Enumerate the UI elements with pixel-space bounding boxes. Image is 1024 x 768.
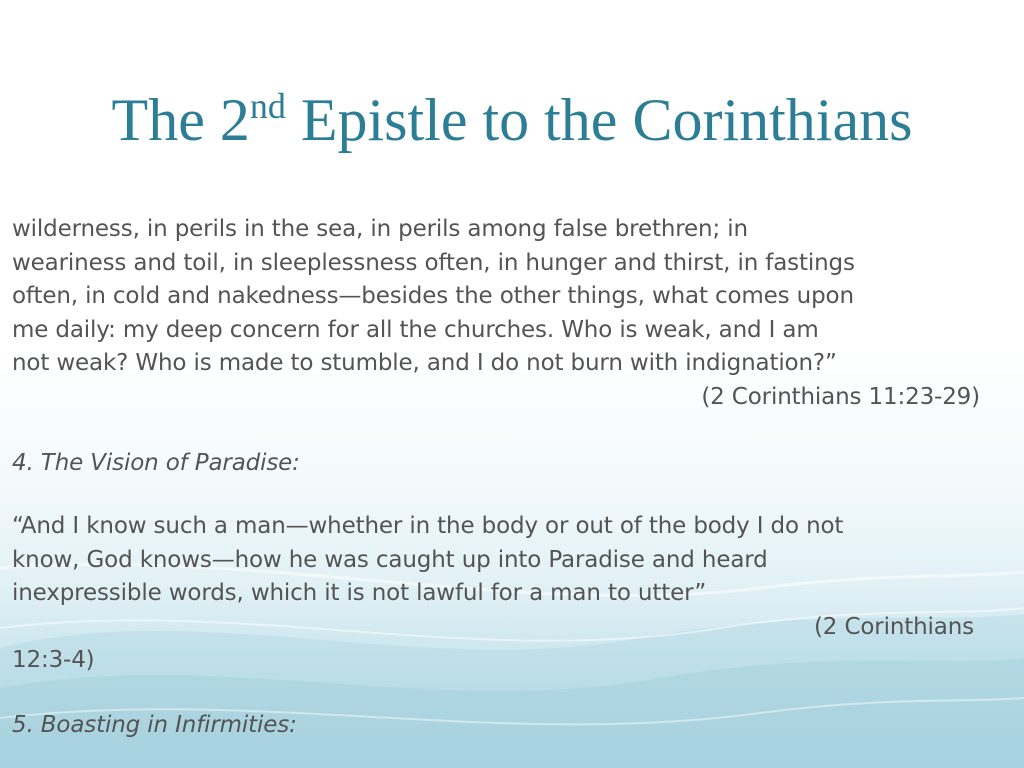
section-heading-5 bbox=[12, 709, 1016, 743]
passage-1-line: not weak? Who is made to stumble, and I do not burn with indignation?” bbox=[12, 350, 837, 376]
passage-1-line: wilderness, in perils in the sea, in perils among false brethren; in bbox=[12, 216, 748, 242]
passage-1-line: often, in cold and nakedness—besides the other things, what comes upon bbox=[12, 283, 854, 309]
section-heading-4 bbox=[12, 447, 1016, 481]
passage-2-citation-continued: 12:3-4) bbox=[12, 647, 95, 673]
passage-2-line: “And I know such a man—whether in the body or out of the body I do not bbox=[12, 513, 844, 539]
heading-vision-of-paradise: 4. The Vision of Paradise: bbox=[12, 450, 300, 476]
passage-1-line: me daily: my deep concern for all the churches. Who is weak, and I am bbox=[12, 316, 819, 343]
passage-2-citation: (2 Corinthians bbox=[813, 613, 974, 640]
passage-1-citation: (2 Corinthians 11:23-29) bbox=[701, 383, 980, 410]
passage-2-line: inexpressible words, which it is not lawful for a man to utter” bbox=[12, 580, 707, 606]
passage-2-line: know, God knows—how he was caught up into Paradise and heard bbox=[12, 546, 768, 573]
title-superscript: nd bbox=[249, 86, 286, 126]
scripture-passage-2 bbox=[12, 510, 1016, 678]
scripture-passage-1 bbox=[12, 213, 1016, 414]
title-suffix: Epistle to the Corinthians bbox=[285, 87, 913, 153]
passage-1-line: weariness and toil, in sleeplessness often, in hunger and thirst, in fastings bbox=[12, 249, 855, 276]
heading-boasting-in-infirmities: 5. Boasting in Infirmities: bbox=[12, 712, 297, 738]
title-prefix: The 2 bbox=[111, 87, 250, 153]
slide-title bbox=[0, 80, 1024, 168]
